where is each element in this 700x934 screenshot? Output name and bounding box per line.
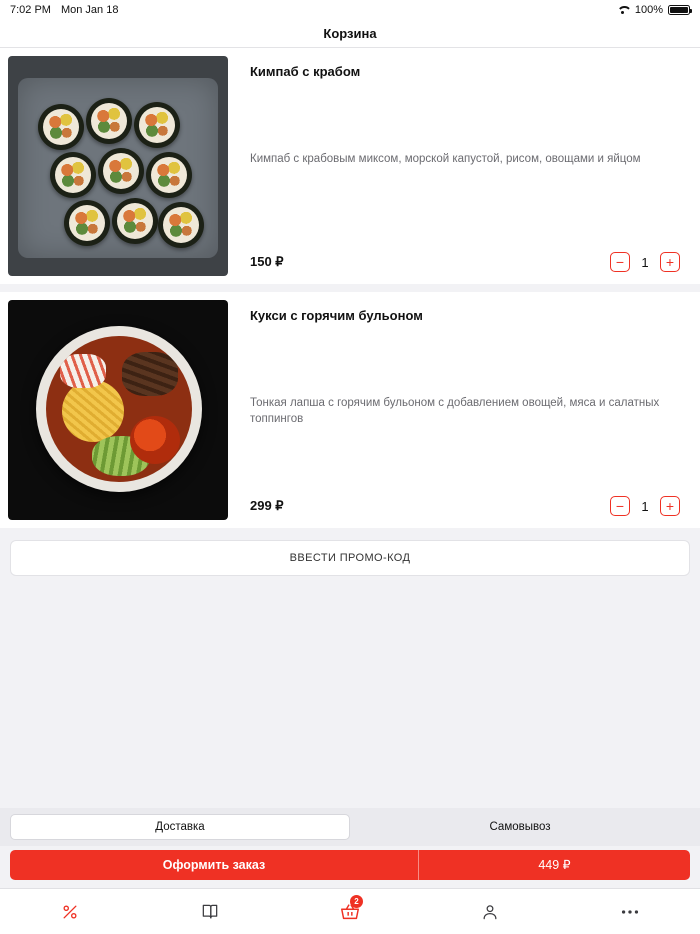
promo-code-button[interactable]: ВВЕСТИ ПРОМО-КОД xyxy=(10,540,690,576)
status-time: 7:02 PM xyxy=(10,4,51,16)
checkout-button[interactable]: Оформить заказ xyxy=(162,858,266,872)
cart-item-title: Кукси с горячим бульоном xyxy=(250,308,423,323)
tab-cart[interactable] xyxy=(280,889,420,934)
cart-item-price: 299 ₽ xyxy=(250,498,284,513)
quantity-value: 1 xyxy=(641,254,649,270)
cart-item[interactable] xyxy=(0,48,700,284)
increment-button[interactable]: + xyxy=(660,496,680,516)
cart-item-title: Кимпаб с крабом xyxy=(250,64,361,79)
cart-badge: 2 xyxy=(350,895,363,908)
ellipsis-icon xyxy=(619,901,641,923)
kimbap-photo xyxy=(8,56,228,276)
delivery-method-toggle[interactable] xyxy=(0,808,700,846)
battery-percent-label: 100% xyxy=(634,4,663,16)
content-spacer xyxy=(0,576,700,808)
status-bar xyxy=(0,0,700,20)
quantity-stepper[interactable] xyxy=(610,252,680,272)
cart-item-body xyxy=(228,300,692,520)
checkout-total: 449 ₽ xyxy=(418,850,690,880)
person-icon xyxy=(480,902,500,922)
tab-menu[interactable] xyxy=(140,889,280,934)
cart-item-price: 150 ₽ xyxy=(250,254,284,269)
status-bar-left xyxy=(10,4,118,16)
cart-item-description: Тонкая лапша с горячим бульоном с добавлением овощей, мяса и салатных топпингов xyxy=(250,397,660,425)
delivery-option-delivery[interactable]: Доставка xyxy=(10,814,350,840)
cart-item-footer xyxy=(250,496,680,520)
wifi-icon xyxy=(617,5,630,15)
decrement-button[interactable]: − xyxy=(610,252,630,272)
cart-item-description: Кимпаб с крабовым миксом, морской капустой, рисом, овощами и яйцом xyxy=(250,153,641,165)
increment-button[interactable]: + xyxy=(660,252,680,272)
percent-icon xyxy=(60,902,80,922)
cart-item[interactable] xyxy=(0,292,700,528)
menu-book-icon xyxy=(200,902,220,922)
page-title: Корзина xyxy=(0,20,700,48)
tab-more[interactable] xyxy=(560,889,700,934)
battery-icon xyxy=(668,5,690,15)
cart-item-body xyxy=(228,56,692,276)
decrement-button[interactable]: − xyxy=(610,496,630,516)
status-bar-right xyxy=(617,4,690,16)
status-date: Mon Jan 18 xyxy=(60,4,119,16)
quantity-value: 1 xyxy=(641,498,649,514)
quantity-stepper[interactable] xyxy=(610,496,680,516)
cart-content xyxy=(0,48,700,888)
tab-promotions[interactable] xyxy=(0,889,140,934)
tab-profile[interactable] xyxy=(420,889,560,934)
checkout-bar[interactable] xyxy=(10,850,690,880)
kuksi-photo xyxy=(8,300,228,520)
delivery-option-pickup[interactable]: Самовывоз xyxy=(489,821,551,833)
cart-item-footer xyxy=(250,252,680,276)
tab-bar xyxy=(0,888,700,934)
